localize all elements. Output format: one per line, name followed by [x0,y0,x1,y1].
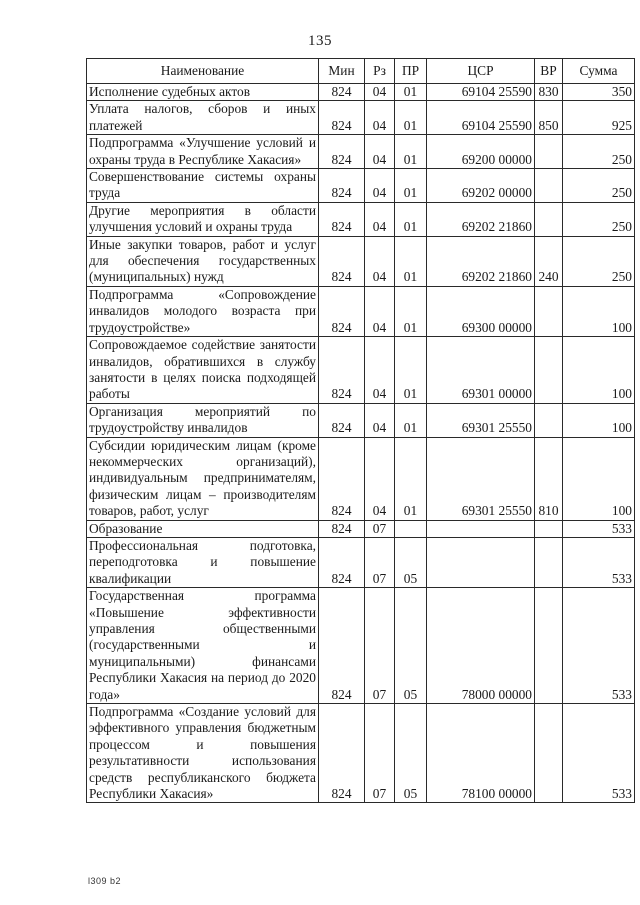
row-sum: 100 [563,437,635,520]
row-pr: 01 [395,169,427,203]
row-pr: 01 [395,135,427,169]
row-min: 824 [319,135,365,169]
row-vr [535,337,563,404]
row-name: Уплата налогов, сборов и иных платежей [87,101,319,135]
row-pr: 01 [395,101,427,135]
table-row [87,286,635,336]
row-name: Профессиональная подготовка, переподготовка и повышение квалификации [87,537,319,587]
row-vr: 810 [535,437,563,520]
row-sum: 533 [563,520,635,537]
row-rz: 04 [365,84,395,101]
row-csr: 69202 21860 [427,236,535,286]
row-min: 824 [319,236,365,286]
row-vr [535,704,563,803]
row-pr: 01 [395,202,427,236]
row-name: Подпрограмма «Создание условий для эффективного управления бюджетным процессом и повышения результативности использования средств республиканского бюджета Республики Хакасия» [87,704,319,803]
row-csr [427,537,535,587]
row-sum: 250 [563,202,635,236]
row-name: Образование [87,520,319,537]
row-sum: 350 [563,84,635,101]
row-pr: 05 [395,537,427,587]
row-vr [535,537,563,587]
row-min: 824 [319,337,365,404]
row-pr: 05 [395,704,427,803]
row-csr: 69104 25590 [427,101,535,135]
footer-document-code: l309 b2 [88,876,122,886]
row-min: 824 [319,101,365,135]
row-sum: 533 [563,588,635,704]
table-row [87,588,635,704]
row-sum: 533 [563,704,635,803]
row-name: Субсидии юридическим лицам (кроме некоммерческих организаций), индивидуальным предпринимателям, физическим лицам – производителям товаров, работ, услуг [87,437,319,520]
row-pr [395,520,427,537]
row-csr: 69301 00000 [427,337,535,404]
page-number: 135 [308,33,332,49]
row-csr: 69301 25550 [427,437,535,520]
row-vr [535,202,563,236]
row-pr: 05 [395,588,427,704]
row-csr: 69200 00000 [427,135,535,169]
row-min: 824 [319,403,365,437]
row-sum: 250 [563,236,635,286]
row-rz: 04 [365,403,395,437]
row-rz: 04 [365,135,395,169]
row-rz: 07 [365,704,395,803]
row-rz: 04 [365,101,395,135]
row-name: Исполнение судебных актов [87,84,319,101]
row-min: 824 [319,84,365,101]
row-pr: 01 [395,403,427,437]
row-name: Подпрограмма «Сопровождение инвалидов молодого возраста при трудоустройстве» [87,286,319,336]
row-csr: 78100 00000 [427,704,535,803]
header-min: Мин [319,59,365,84]
table-row [87,704,635,803]
row-name: Совершенствование системы охраны труда [87,169,319,203]
budget-table [86,58,635,803]
row-min: 824 [319,437,365,520]
row-pr: 01 [395,84,427,101]
row-vr [535,135,563,169]
row-min: 824 [319,588,365,704]
row-rz: 07 [365,588,395,704]
table-row [87,337,635,404]
table-row [87,236,635,286]
table-row [87,101,635,135]
row-csr: 69301 25550 [427,403,535,437]
row-pr: 01 [395,286,427,336]
row-sum: 250 [563,135,635,169]
table-header-row [87,59,635,84]
row-vr [535,286,563,336]
row-csr: 78000 00000 [427,588,535,704]
row-vr: 850 [535,101,563,135]
header-csr: ЦСР [427,59,535,84]
row-csr: 69104 25590 [427,84,535,101]
row-rz: 04 [365,202,395,236]
row-rz: 04 [365,169,395,203]
table-row [87,169,635,203]
row-vr [535,520,563,537]
row-csr [427,520,535,537]
row-name: Иные закупки товаров, работ и услуг для обеспечения государственных (муниципальных) нужд [87,236,319,286]
row-vr [535,169,563,203]
row-name: Другие мероприятия в области улучшения условий и охраны труда [87,202,319,236]
header-sum: Сумма [563,59,635,84]
row-csr: 69202 00000 [427,169,535,203]
row-rz: 04 [365,286,395,336]
row-sum: 100 [563,403,635,437]
row-min: 824 [319,169,365,203]
row-vr: 240 [535,236,563,286]
row-name: Сопровождаемое содействие занятости инвалидов, обратившихся в службу занятости в целях поиска подходящей работы [87,337,319,404]
row-min: 824 [319,202,365,236]
row-min: 824 [319,537,365,587]
table-row [87,437,635,520]
row-pr: 01 [395,236,427,286]
table-row [87,84,635,101]
row-rz: 07 [365,537,395,587]
table-row [87,537,635,587]
header-vr: ВР [535,59,563,84]
row-pr: 01 [395,337,427,404]
header-name: Наименование [87,59,319,84]
row-rz: 04 [365,337,395,404]
row-vr: 830 [535,84,563,101]
row-sum: 925 [563,101,635,135]
table-row [87,135,635,169]
row-pr: 01 [395,437,427,520]
row-min: 824 [319,704,365,803]
row-name: Подпрограмма «Улучшение условий и охраны труда в Республике Хакасия» [87,135,319,169]
table-row [87,202,635,236]
row-sum: 533 [563,537,635,587]
row-vr [535,403,563,437]
row-vr [535,588,563,704]
row-rz: 07 [365,520,395,537]
row-csr: 69300 00000 [427,286,535,336]
header-rz: Рз [365,59,395,84]
row-min: 824 [319,520,365,537]
row-rz: 04 [365,437,395,520]
table-row [87,403,635,437]
row-sum: 250 [563,169,635,203]
row-sum: 100 [563,286,635,336]
row-sum: 100 [563,337,635,404]
row-name: Организация мероприятий по трудоустройству инвалидов [87,403,319,437]
row-name: Государственная программа «Повышение эффективности управления общественными (государственными и муниципальными) финансами Республики Хакасия на период до 2020 года» [87,588,319,704]
header-pr: ПР [395,59,427,84]
row-min: 824 [319,286,365,336]
row-csr: 69202 21860 [427,202,535,236]
row-rz: 04 [365,236,395,286]
table-row [87,520,635,537]
